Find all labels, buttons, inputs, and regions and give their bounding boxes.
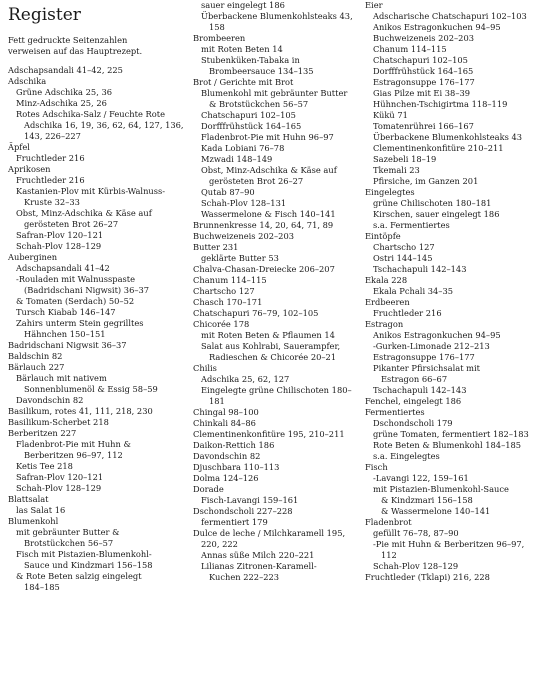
index-subentry: Tomatenrührei 166–167 [373, 121, 474, 131]
index-subentry: Estragonsuppe 176–177 [373, 352, 475, 362]
index-subentry: Adschika 16, 19, 36, 62, 64, 127, 136, [24, 120, 184, 130]
index-entry: Blumenkohl [8, 516, 59, 526]
page-title: Register [8, 5, 81, 25]
index-subentry: Lilianas Zitronen-Karamell- [201, 561, 317, 571]
index-entry: Buchweizeneis 202–203 [193, 231, 295, 241]
index-entry: Badridschani Nigwsit 36–37 [8, 340, 127, 350]
index-entry: Fermentiertes [365, 407, 425, 417]
index-subentry: Überbackene Blumenkohlsteaks 43, [201, 11, 353, 21]
index-entries [8, 65, 184, 593]
index-entry: Chatschapuri 76–79, 102–105 [193, 308, 319, 318]
index-subentry: -Rouladen mit Walnusspaste [16, 274, 136, 284]
intro-line: Fett gedruckte Seitenzahlen [8, 35, 128, 45]
index-subentry: Salat aus Kohlrabi, Sauerampfer, [201, 341, 341, 351]
index-subentry: fermentiert 179 [201, 517, 268, 527]
index-entry: Eier [365, 0, 383, 10]
index-column-2 [193, 0, 361, 583]
index-entry: Fruchtleder (Tklapi) 216, 228 [365, 572, 490, 582]
index-subentry: las Salat 16 [16, 505, 66, 515]
index-subentry: Safran-Plov 120–121 [16, 472, 104, 482]
index-subentry: Buchweizeneis 202–203 [373, 33, 475, 43]
index-subentry: sauer eingelegt 186 [201, 0, 285, 10]
index-subentry: & Kindzmari 156–158 [381, 495, 473, 505]
index-entry: Estragon [365, 319, 404, 329]
index-subentry: Tkemali 23 [373, 165, 420, 175]
index-entry: Basilikum, rotes 41, 111, 218, 230 [8, 406, 153, 416]
index-subentry: Wassermelone & Fisch 140–141 [201, 209, 336, 219]
index-subentry: & Wassermelone 140–141 [381, 506, 491, 516]
index-subentry: Ostri 144–145 [373, 253, 433, 263]
index-subentry: Brotstückchen 56–57 [24, 538, 114, 548]
index-subentry: Mzwadi 148–149 [201, 154, 273, 164]
index-subentry: Blumenkohl mit gebräunter Butter [201, 88, 348, 98]
index-subentry: Dorfffrühstück 164–165 [201, 121, 302, 131]
index-subentry: Radieschen & Chicorée 20–21 [209, 352, 337, 362]
index-entry: Brunnenkresse 14, 20, 64, 71, 89 [193, 220, 334, 230]
index-subentry: Fruchtleder 216 [16, 153, 85, 163]
index-subentry: Kuchen 222–223 [209, 572, 280, 582]
index-subentry: Gias Pilze mit Ei 38–39 [373, 88, 471, 98]
index-entry: Daikon-Rettich 186 [193, 440, 275, 450]
index-subentry: Fruchtleder 216 [373, 308, 442, 318]
index-entry: Brot / Gerichte mit Brot [193, 77, 294, 87]
index-subentry: 112 [381, 550, 397, 560]
index-subentry: Fruchtleder 216 [16, 175, 85, 185]
index-subentry: Sauce und Kindzmari 156–158 [24, 560, 153, 570]
index-subentry: Tschachapuli 142–143 [373, 385, 467, 395]
index-entry: Chinkali 84–86 [193, 418, 256, 428]
index-entry: Blattsalat [8, 494, 49, 504]
index-subentry: Ketis Tee 218 [16, 461, 73, 471]
index-subentry: Obst, Minz-Adschika & Käse auf [201, 165, 337, 175]
index-entry: Chanum 114–115 [193, 275, 267, 285]
index-entry: Baldschin 82 [8, 351, 63, 361]
index-subentry: Grüne Adschika 25, 36 [16, 87, 113, 97]
index-subentry: gerösteten Brot 26–27 [24, 219, 119, 229]
index-entry: Adschika [8, 76, 47, 86]
index-subentry: Brombeersauce 134–135 [209, 66, 314, 76]
index-subentry: gerösteten Brot 26–27 [209, 176, 304, 186]
index-entry: Davondschin 82 [193, 451, 261, 461]
index-subentry: Fisch mit Pistazien-Blumenkohl- [16, 549, 152, 559]
index-subentry: Kirschen, sauer eingelegt 186 [373, 209, 500, 219]
index-entry: Chilis [193, 363, 217, 373]
index-subentry: Bärlauch mit nativem [16, 373, 107, 383]
index-column-3 [365, 0, 545, 583]
index-subentry: -Gurken-Limonade 212–213 [373, 341, 490, 351]
index-entry: Fisch [365, 462, 388, 472]
index-column-1 [8, 0, 184, 593]
index-entry: Erdbeeren [365, 297, 410, 307]
index-subentry: grüne Tomaten, fermentiert 182–183 [373, 429, 529, 439]
index-entry: Bärlauch 227 [8, 362, 65, 372]
index-entry: Chasch 170–171 [193, 297, 263, 307]
index-subentry: Qutab 87–90 [201, 187, 255, 197]
index-subentry: 143, 226–227 [24, 131, 81, 141]
index-entry: Djuschbara 110–113 [193, 462, 280, 472]
index-subentry: Chatschapuri 102–105 [373, 55, 468, 65]
index-subentry: Dorfffrühstück 164–165 [373, 66, 474, 76]
index-subentry: Eingelegte grüne Chilischoten 180– [201, 385, 352, 395]
index-subentry: & Tomaten (Serdach) 50–52 [16, 296, 135, 306]
index-subentry: Überbackene Blumenkohlsteaks 43 [373, 132, 523, 142]
index-subentry: Schah-Plov 128–129 [373, 561, 459, 571]
index-subentry: Estragonsuppe 176–177 [373, 77, 475, 87]
index-entry: Fladenbrot [365, 517, 412, 527]
index-entry: Auberginen [8, 252, 58, 262]
index-entry: Basilikum-Scherbet 218 [8, 417, 109, 427]
index-entry: Brombeeren [193, 33, 246, 43]
index-subentry: mit Roten Beten 14 [201, 44, 283, 54]
index-entry: Clementinenkonfitüre 195, 210–211 [193, 429, 345, 439]
index-subentry: Tschachapuli 142–143 [373, 264, 467, 274]
index-subentry: Kruste 32–33 [24, 197, 80, 207]
index-subentry: mit Pistazien-Blumenkohl-Sauce [373, 484, 509, 494]
index-subentry: Kada Lobiani 76–78 [201, 143, 285, 153]
index-entry: Dolma 124–126 [193, 473, 259, 483]
index-subentry: s.a. Eingelegtes [373, 451, 440, 461]
index-subentry: Kastanien-Plov mit Kürbis-Walnuss- [16, 186, 166, 196]
index-subentry: s.a. Fermentiertes [373, 220, 450, 230]
index-subentry: Adscharische Chatschapuri 102–103 [373, 11, 527, 21]
index-entry: Fenchel, eingelegt 186 [365, 396, 462, 406]
index-subentry: Chatschapuri 102–105 [201, 110, 296, 120]
index-entry: Eingelegtes [365, 187, 415, 197]
index-subentry: Adschapsandali 41–42 [16, 263, 110, 273]
index-subentry: (Badridschani Nigwsit) 36–37 [24, 285, 150, 295]
intro-line: verweisen auf das Hauptrezept. [8, 46, 143, 56]
index-subentry: Minz-Adschika 25, 26 [16, 98, 107, 108]
index-subentry: mit gebräunter Butter & [16, 527, 120, 537]
index-subentry: Davondschin 82 [16, 395, 84, 405]
index-subentry: Hühnchen-Tschigirtma 118–119 [373, 99, 508, 109]
index-subentry: Fladenbrot-Pie mit Huhn 96–97 [201, 132, 334, 142]
index-entry: Eintöpfe [365, 231, 401, 241]
index-subentry: Anikos Estragonkuchen 94–95 [373, 330, 501, 340]
index-subentry: Rotes Adschika-Salz / Feuchte Rote [16, 109, 166, 119]
index-subentry: grüne Chilischoten 180–181 [373, 198, 492, 208]
index-subentry: Ekala Pchali 34–35 [373, 286, 453, 296]
index-entry: Dschondscholi 227–228 [193, 506, 293, 516]
index-subentry: Stubenküken-Tabaka in [201, 55, 300, 65]
index-subentry: & Rote Beten salzig eingelegt [16, 571, 142, 581]
index-entry: Ekala 228 [365, 275, 408, 285]
index-subentry: Safran-Plov 120–121 [16, 230, 104, 240]
index-entry: Chingal 98–100 [193, 407, 259, 417]
intro-note [8, 35, 180, 57]
index-subentry: Rote Beten & Blumenkohl 184–185 [373, 440, 522, 450]
index-subentry: Sonnenblumenöl & Essig 58–59 [24, 384, 158, 394]
index-entry: Dulce de leche / Milchkaramell 195, [193, 528, 346, 538]
index-subentry: Chanum 114–115 [373, 44, 447, 54]
index-subentry: Zahirs unterm Stein gegrilltes [16, 318, 144, 328]
index-subentry: & Brotstückchen 56–57 [209, 99, 309, 109]
index-subentry: Obst, Minz-Adschika & Käse auf [16, 208, 152, 218]
index-entry: Butter 231 [193, 242, 239, 252]
index-subentry: Pikanter Pfirsichsalat mit [373, 363, 481, 373]
index-subentry: gefüllt 76–78, 87–90 [373, 528, 459, 538]
index-entry: Chartscho 127 [193, 286, 255, 296]
index-entry: Aprikosen [8, 164, 51, 174]
index-subentry: Tursch Kiabab 146–147 [16, 307, 116, 317]
index-entry: Dorade [193, 484, 224, 494]
index-subentry: Adschika 25, 62, 127 [201, 374, 290, 384]
index-subentry: Estragon 66–67 [381, 374, 448, 384]
index-subentry: Annas süße Milch 220–221 [201, 550, 315, 560]
index-entry: Berberitzen 227 [8, 428, 77, 438]
index-entries [193, 0, 361, 583]
index-entry: Chicorée 178 [193, 319, 250, 329]
index-subentry: Fladenbrot-Pie mit Huhn & [16, 439, 131, 449]
index-entry: Äpfel [8, 142, 30, 152]
index-subentry: Schah-Plov 128–129 [16, 241, 102, 251]
index-subentry: 158 [209, 22, 225, 32]
index-subentry: Chartscho 127 [373, 242, 435, 252]
index-subentry: Berberitzen 96–97, 112 [24, 450, 123, 460]
index-subentry: Dschondscholi 179 [373, 418, 453, 428]
index-subentry: Anikos Estragonkuchen 94–95 [373, 22, 501, 32]
index-entry: Adschapsandali 41–42, 225 [8, 65, 123, 75]
index-subentry: Hähnchen 150–151 [24, 329, 106, 339]
index-entry: Chalva-Chasan-Dreiecke 206–207 [193, 264, 335, 274]
index-subentry: -Pie mit Huhn & Berberitzen 96–97, [373, 539, 525, 549]
index-subentry: mit Roten Beten & Pflaumen 14 [201, 330, 335, 340]
index-subentry: Kükü 71 [373, 110, 408, 120]
index-subentry: 184–185 [24, 582, 60, 592]
index-subentry: Pfirsiche, im Ganzen 201 [373, 176, 479, 186]
index-subentry: 220, 222 [201, 539, 238, 549]
index-subentry: Clementinenkonfitüre 210–211 [373, 143, 504, 153]
index-subentry: -Lavangi 122, 159–161 [373, 473, 469, 483]
index-subentry: geklärte Butter 53 [201, 253, 279, 263]
index-subentry: Schah-Plov 128–131 [201, 198, 287, 208]
index-subentry: Sazebeli 18–19 [373, 154, 437, 164]
index-subentry: Schah-Plov 128–129 [16, 483, 102, 493]
index-subentry: 181 [209, 396, 225, 406]
index-subentry: Fisch-Lavangi 159–161 [201, 495, 299, 505]
index-entries [365, 0, 545, 583]
